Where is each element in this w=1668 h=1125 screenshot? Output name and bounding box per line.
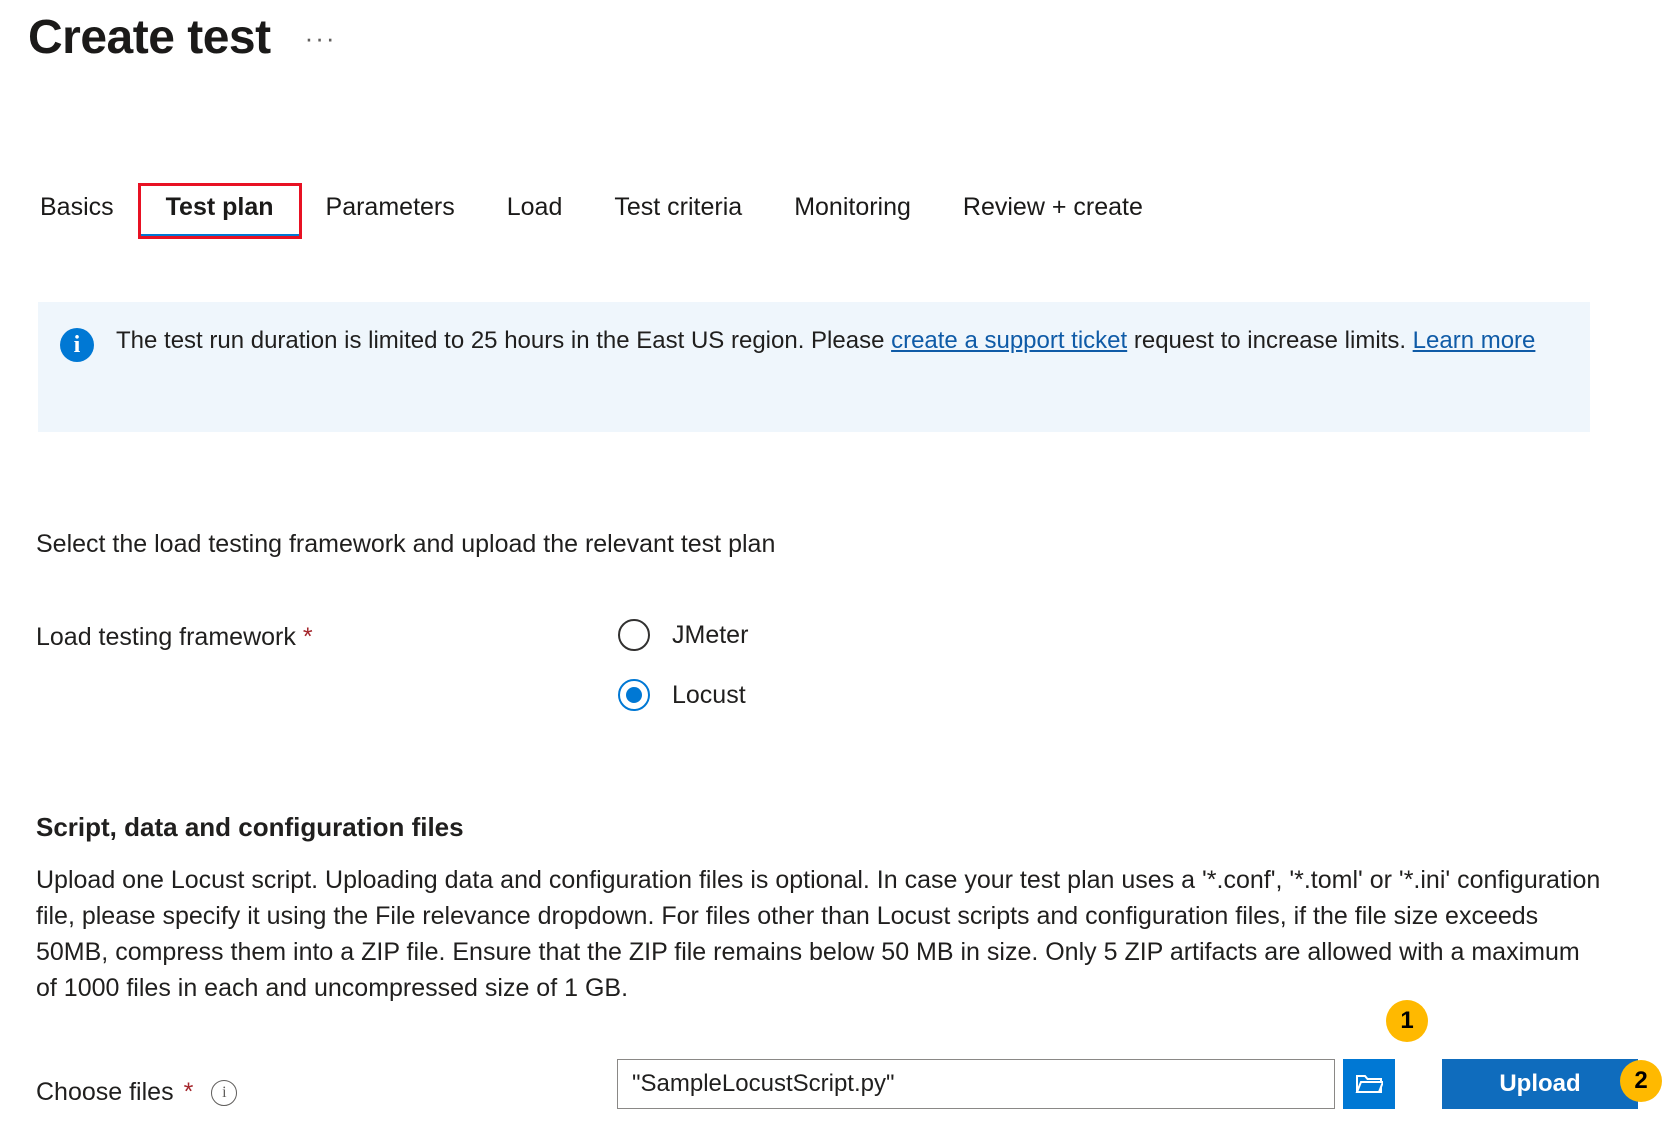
radio-locust[interactable] — [618, 665, 748, 725]
required-asterisk: * — [302, 623, 313, 651]
info-text-part-2: request to increase limits. — [1127, 327, 1413, 354]
info-icon: i — [60, 328, 94, 362]
more-options-icon[interactable]: ··· — [304, 22, 337, 53]
tab-test-criteria[interactable]: Test criteria — [614, 193, 743, 221]
page-title: Create test — [28, 11, 271, 64]
radio-unchecked-icon — [618, 619, 650, 651]
create-support-ticket-link[interactable]: create a support ticket — [891, 327, 1128, 354]
choose-files-text: Choose files — [36, 1078, 174, 1106]
tab-basics[interactable]: Basics — [40, 193, 114, 221]
upload-button[interactable]: Upload — [1442, 1059, 1638, 1109]
wizard-tabs — [34, 185, 1169, 237]
radio-jmeter[interactable] — [618, 605, 748, 665]
learn-more-link[interactable]: Learn more — [1412, 327, 1536, 354]
radio-locust-label: Locust — [672, 680, 746, 709]
required-asterisk-files: * — [183, 1078, 194, 1106]
radio-checked-icon — [618, 679, 650, 711]
callout-badge-2: 2 — [1620, 1060, 1662, 1102]
radio-jmeter-label: JMeter — [672, 620, 749, 649]
folder-browse-glyph — [1355, 1072, 1383, 1096]
info-banner-text — [116, 324, 1535, 410]
tab-test-plan[interactable]: Test plan — [140, 185, 300, 237]
tab-review-create[interactable]: Review + create — [962, 193, 1143, 221]
framework-radio-group — [618, 605, 748, 725]
info-banner — [38, 302, 1590, 432]
load-testing-framework-label — [36, 623, 313, 652]
framework-intro-text: Select the load testing framework and upload the relevant test plan — [36, 530, 776, 558]
script-section-description: Upload one Locust script. Uploading data and configuration files is optional. In case your test plan uses a '*.conf', '*.toml' or '*.ini' configuration file, please specify it using the File relevance dropdown. For files other than Locust scripts and configuration files, if the file size exceeds 50MB, compress them into a ZIP file. Ensure that the ZIP file remains below 50 MB in size. Only 5 ZIP artifacts are allowed with a maximum of 1000 files in each and uncompressed size of 1 GB. — [36, 866, 1601, 1002]
framework-label-text: Load testing framework — [36, 623, 296, 651]
script-section-heading: Script, data and configuration files — [36, 812, 464, 842]
info-circle-icon[interactable]: i — [211, 1080, 237, 1106]
callout-badge-1: 1 — [1386, 1000, 1428, 1042]
file-path-input[interactable]: "SampleLocustScript.py" — [617, 1059, 1335, 1109]
choose-files-label — [36, 1078, 237, 1107]
tab-monitoring[interactable]: Monitoring — [794, 193, 911, 221]
tab-load[interactable]: Load — [506, 193, 563, 221]
folder-browse-icon[interactable] — [1343, 1059, 1395, 1109]
tab-parameters[interactable]: Parameters — [325, 193, 455, 221]
page-header — [28, 12, 343, 65]
info-text-part-1: The test run duration is limited to 25 hours in the East US region. Please — [116, 327, 892, 354]
